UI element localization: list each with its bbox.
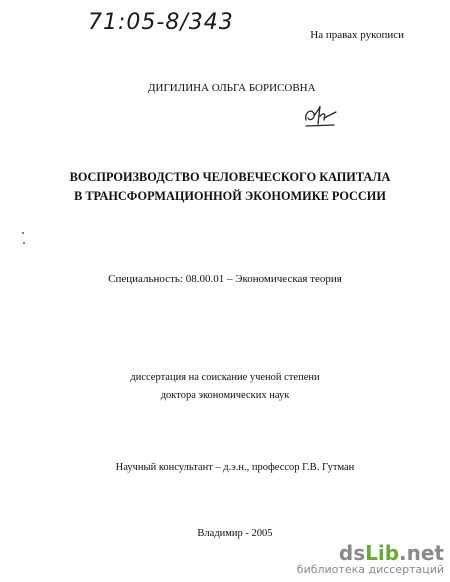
rights-note: На правах рукописи [310, 29, 404, 41]
dissertation-line-2: доктора экономических наук [160, 390, 290, 401]
archive-stamp-number: 71:05-8/343 [88, 10, 234, 35]
logo-net: .net [399, 541, 444, 565]
city-year: Владимир - 2005 [197, 528, 273, 539]
author-name: ДИГИЛИНА ОЛЬГА БОРИСОВНА [148, 82, 316, 94]
watermark-subtitle: библиотека диссертаций [296, 563, 444, 576]
specialty-line: Специальность: 08.00.01 – Экономическая теория [108, 273, 342, 285]
logo-ds: ds [338, 541, 366, 565]
logo-lib: Lib [365, 541, 400, 565]
signature-icon [300, 102, 340, 130]
scientific-consultant: Научный консультант – д.э.н., профессор Г.В. Гутман [115, 462, 355, 473]
dissertation-line-1: диссертация на соискание ученой степени [130, 372, 320, 383]
dslib-logo [297, 541, 444, 565]
title-line-2: В ТРАНСФОРМАЦИОННОЙ ЭКОНОМИКЕ РОССИИ [74, 189, 386, 203]
dslib-watermark[interactable] [297, 541, 444, 576]
scan-speck [22, 232, 24, 234]
title-line-1: ВОСПРОИЗВОДСТВО ЧЕЛОВЕЧЕСКОГО КАПИТАЛА [69, 170, 391, 184]
scan-speck [23, 242, 25, 244]
